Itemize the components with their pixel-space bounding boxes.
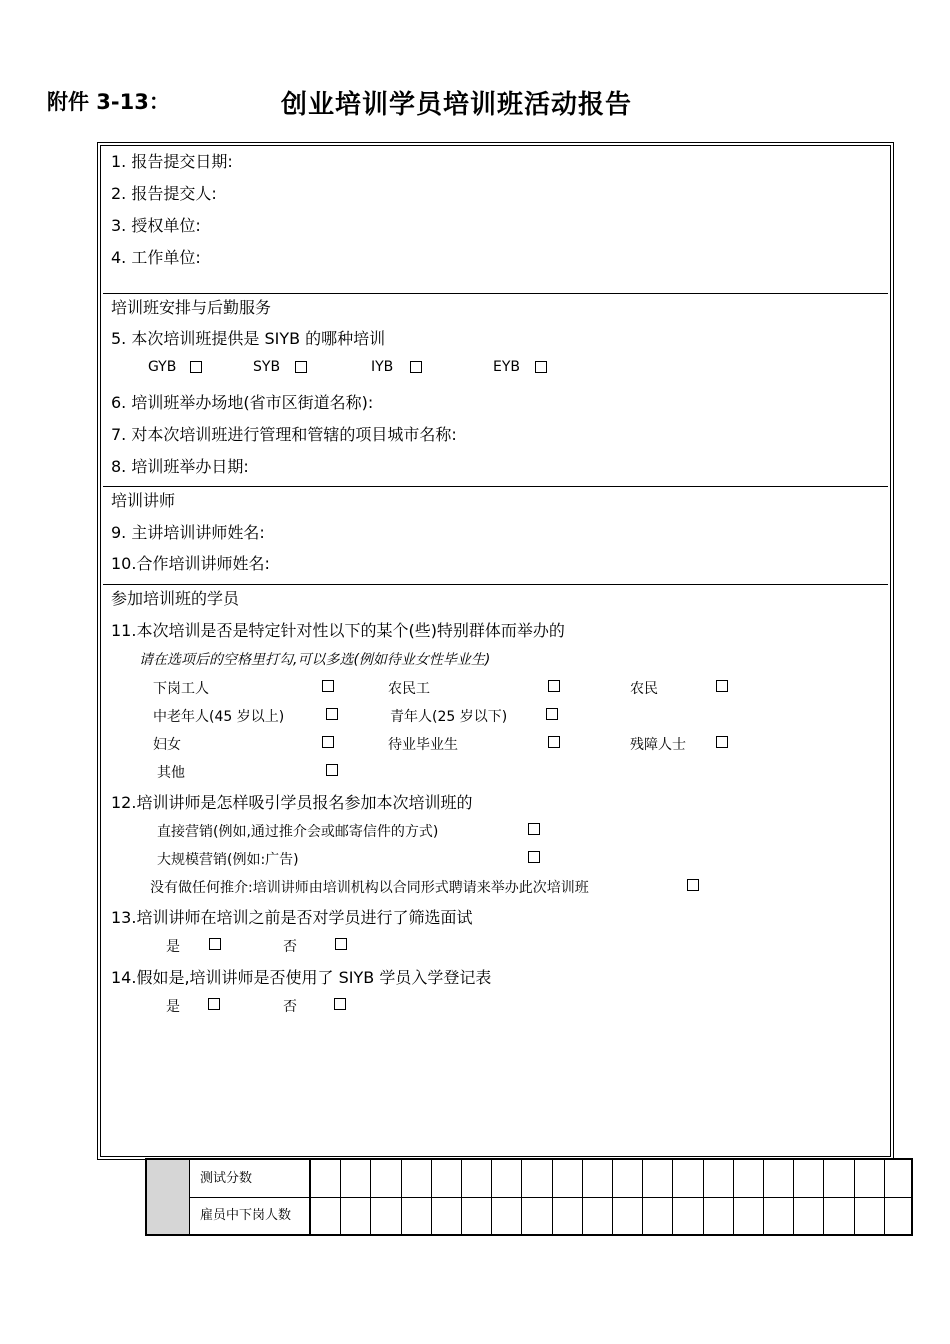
option-syb-label: SYB <box>253 359 281 375</box>
option-gyb-label: GYB <box>148 359 177 375</box>
option-iyb-label: IYB <box>371 359 394 375</box>
checkbox-eyb[interactable] <box>535 361 547 373</box>
grid-column-line <box>823 1160 824 1234</box>
field-submit-date: 1. 报告提交日期: <box>111 152 233 171</box>
page-title: 创业培训学员培训班活动报告 <box>281 90 633 120</box>
option-unemployed-graduates-label: 待业毕业生 <box>388 737 458 753</box>
section-heading-logistics: 培训班安排与后勤服务 <box>111 298 272 317</box>
question-6: 6. 培训班举办场地(省市区街道名称): <box>111 393 374 412</box>
option-middle-aged-label: 中老年人(45 岁以上) <box>153 709 285 725</box>
checkbox-unemployed-graduates[interactable] <box>548 736 560 748</box>
grid-column-line <box>401 1160 402 1234</box>
question-5: 5. 本次培训班提供是 SIYB 的哪种培训 <box>111 329 386 348</box>
checkbox-youth[interactable] <box>546 708 558 720</box>
checkbox-q14-yes[interactable] <box>208 998 220 1010</box>
grid-column-line <box>340 1160 341 1234</box>
option-eyb-label: EYB <box>493 359 521 375</box>
checkbox-farmers[interactable] <box>716 680 728 692</box>
option-other-label: 其他 <box>157 765 185 781</box>
row-label-test-score: 测试分数 <box>190 1160 310 1197</box>
option-youth-label: 青年人(25 岁以下) <box>390 709 508 725</box>
grid-column-line <box>612 1160 613 1234</box>
grid-column-line <box>521 1160 522 1234</box>
grid-column-line <box>733 1160 734 1234</box>
section-divider <box>103 486 888 487</box>
section-heading-trainers: 培训讲师 <box>111 491 176 510</box>
question-13: 13.培训讲师在培训之前是否对学员进行了筛选面试 <box>111 908 473 927</box>
checkbox-syb[interactable] <box>295 361 307 373</box>
field-work-unit: 4. 工作单位: <box>111 248 201 267</box>
grid-column-line <box>703 1160 704 1234</box>
option-women-label: 妇女 <box>153 737 181 753</box>
question-7: 7. 对本次培训班进行管理和管辖的项目城市名称: <box>111 425 457 444</box>
checkbox-gyb[interactable] <box>190 361 202 373</box>
grid-gray-cell <box>147 1160 190 1234</box>
grid-column-line <box>854 1160 855 1234</box>
question-10: 10.合作培训讲师姓名: <box>111 554 270 573</box>
grid-column-line <box>552 1160 553 1234</box>
grid-column-line <box>642 1160 643 1234</box>
grid-column-line <box>461 1160 462 1234</box>
field-authorized-unit: 3. 授权单位: <box>111 216 201 235</box>
option-migrant-workers-label: 农民工 <box>388 681 430 697</box>
checkbox-q14-no[interactable] <box>334 998 346 1010</box>
option-farmers-label: 农民 <box>630 681 658 697</box>
q14-yes-label: 是 <box>166 999 180 1015</box>
option-disabled-label: 残障人士 <box>630 737 686 753</box>
question-8: 8. 培训班举办日期: <box>111 457 249 476</box>
checkbox-other[interactable] <box>326 764 338 776</box>
checkbox-laid-off-workers[interactable] <box>322 680 334 692</box>
grid-column-line <box>310 1160 311 1234</box>
checkbox-disabled[interactable] <box>716 736 728 748</box>
question-11-note: 请在选项后的空格里打勾,可以多选(例如待业女性毕业生) <box>139 652 491 668</box>
checkbox-mass-marketing[interactable] <box>528 851 540 863</box>
option-no-promotion-label: 没有做任何推介:培训讲师由培训机构以合同形式聘请来举办此次培训班 <box>150 880 589 896</box>
grid-column-line <box>672 1160 673 1234</box>
checkbox-no-promotion[interactable] <box>687 879 699 891</box>
q14-no-label: 否 <box>283 999 297 1015</box>
attachment-number: 附件 3-13： <box>47 90 170 114</box>
checkbox-middle-aged[interactable] <box>326 708 338 720</box>
grid-column-line <box>763 1160 764 1234</box>
checkbox-direct-marketing[interactable] <box>528 823 540 835</box>
checkbox-women[interactable] <box>322 736 334 748</box>
q13-yes-label: 是 <box>166 939 180 955</box>
checkbox-migrant-workers[interactable] <box>548 680 560 692</box>
section-divider <box>103 293 888 294</box>
grid-column-line <box>582 1160 583 1234</box>
checkbox-q13-no[interactable] <box>335 938 347 950</box>
question-14: 14.假如是,培训讲师是否使用了 SIYB 学员入学登记表 <box>111 968 492 987</box>
question-11: 11.本次培训是否是特定针对性以下的某个(些)特别群体而举办的 <box>111 621 565 640</box>
section-heading-trainees: 参加培训班的学员 <box>111 589 240 608</box>
option-direct-marketing-label: 直接营销(例如,通过推介会或邮寄信件的方式) <box>157 824 439 840</box>
section-divider <box>103 584 888 585</box>
row-label-laid-off-employees: 雇员中下岗人数 <box>190 1197 310 1234</box>
option-mass-marketing-label: 大规模营销(例如:广告) <box>157 852 299 868</box>
option-laid-off-workers-label: 下岗工人 <box>153 681 209 697</box>
question-12: 12.培训讲师是怎样吸引学员报名参加本次培训班的 <box>111 793 473 812</box>
checkbox-iyb[interactable] <box>410 361 422 373</box>
grid-column-line <box>491 1160 492 1234</box>
grid-column-line <box>884 1160 885 1234</box>
q13-no-label: 否 <box>283 939 297 955</box>
grid-row-divider <box>189 1197 911 1198</box>
field-submitter: 2. 报告提交人: <box>111 184 217 203</box>
grid-column-line <box>793 1160 794 1234</box>
question-9: 9. 主讲培训讲师姓名: <box>111 523 265 542</box>
grid-column-line <box>431 1160 432 1234</box>
checkbox-q13-yes[interactable] <box>209 938 221 950</box>
score-grid-table <box>145 1158 913 1236</box>
grid-column-line <box>370 1160 371 1234</box>
